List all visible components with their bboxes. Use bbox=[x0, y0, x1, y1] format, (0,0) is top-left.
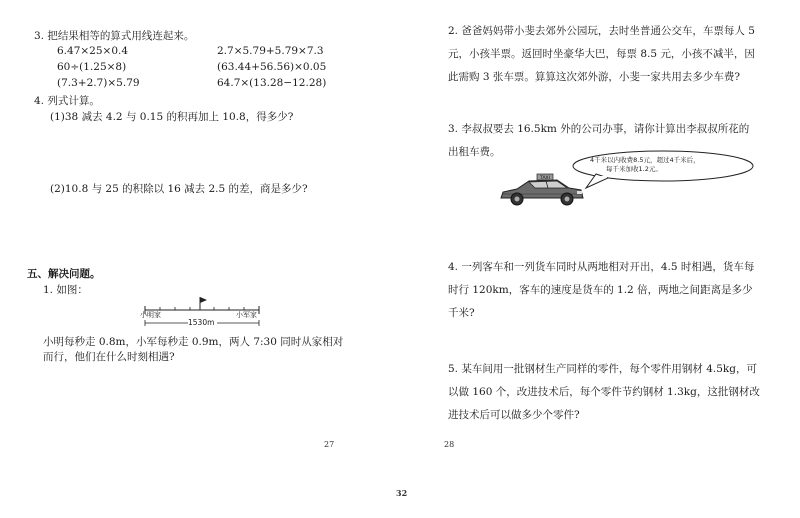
q2-line2: 元，小孩半票。返回时坐豪华大巴，每票 8.5 元，小孩不减半，因 bbox=[448, 48, 755, 60]
q3-expr-left-1: 6.47×25×0.4 bbox=[57, 45, 129, 57]
q2-line3: 此需购 3 张车票。算算这次郊外游，小斐一家共用去多少车费? bbox=[448, 71, 740, 83]
q3-expr-right-2: (63.44+56.56)×0.05 bbox=[217, 61, 327, 73]
q4-sub2: (2)10.8 与 25 的积除以 16 减去 2.5 的差，商是多少? bbox=[50, 183, 308, 195]
q3-title: 3. 把结果相等的算式用线连起来。 bbox=[34, 30, 195, 42]
taxi-sign: TAXI bbox=[540, 176, 550, 181]
flag-icon bbox=[200, 297, 207, 310]
sheet-number: 32 bbox=[396, 488, 408, 498]
page-number-right: 28 bbox=[444, 440, 455, 449]
q4-title: 4. 列式计算。 bbox=[34, 95, 100, 107]
q3-line2: 出租车费。 bbox=[448, 146, 501, 158]
q3-expr-right-1: 2.7×5.79+5.79×7.3 bbox=[217, 45, 324, 57]
bubble-line2: 每千米加收1.2元。 bbox=[606, 165, 662, 173]
q5-line2: 以做 160 个，改进技术后，每个零件节约钢材 1.3kg，这批钢材改 bbox=[448, 386, 760, 398]
q3-expr-left-3: (7.3+2.7)×5.79 bbox=[57, 77, 140, 89]
taxi-icon bbox=[497, 168, 587, 212]
distance-label: 1530m bbox=[188, 318, 215, 327]
bubble-line1: 4千米以内收费8.5元，超过4千米后， bbox=[590, 156, 700, 164]
price-bubble bbox=[568, 148, 758, 190]
home-xiaoming-label: 小明家 bbox=[140, 311, 161, 319]
q1-line2: 而行，他们在什么时刻相遇? bbox=[43, 351, 175, 363]
q1-line1: 小明每秒走 0.8m，小军每秒走 0.9m，两人 7:30 同时从家相对 bbox=[43, 336, 344, 348]
q2-line1: 2. 爸爸妈妈带小斐去郊外公园玩，去时坐普通公交车，车票每人 5 bbox=[448, 25, 755, 37]
page-number-left: 27 bbox=[324, 440, 335, 449]
q5-line3: 进技术后可以做多少个零件? bbox=[448, 409, 580, 421]
home-xiaojun-label: 小军家 bbox=[236, 311, 257, 319]
q4-line1: 4. 一列客车和一列货车同时从两地相对开出，4.5 时相遇，货车每 bbox=[448, 261, 755, 273]
right-page bbox=[400, 0, 800, 518]
q3-line1: 3. 李叔叔要去 16.5km 外的公司办事，请你计算出李叔叔所花的 bbox=[448, 123, 750, 135]
q4-line2: 时行 120km，客车的速度是货车的 1.2 倍，两地之间距离是多少 bbox=[448, 284, 753, 296]
q3-expr-right-3: 64.7×(13.28−12.28) bbox=[217, 77, 327, 89]
q1-label: 1. 如图： bbox=[43, 284, 88, 296]
q4-sub1: (1)38 减去 4.2 与 0.15 的积再加上 10.8，得多少? bbox=[50, 111, 294, 123]
q4-line3: 千米? bbox=[448, 307, 475, 319]
q5-line1: 5. 某车间用一批钢材生产同样的零件，每个零件用钢材 4.5kg，可 bbox=[448, 363, 757, 375]
q3-expr-left-2: 60÷(1.25×8) bbox=[57, 61, 127, 73]
section5-title: 五、解决问题。 bbox=[27, 268, 101, 280]
